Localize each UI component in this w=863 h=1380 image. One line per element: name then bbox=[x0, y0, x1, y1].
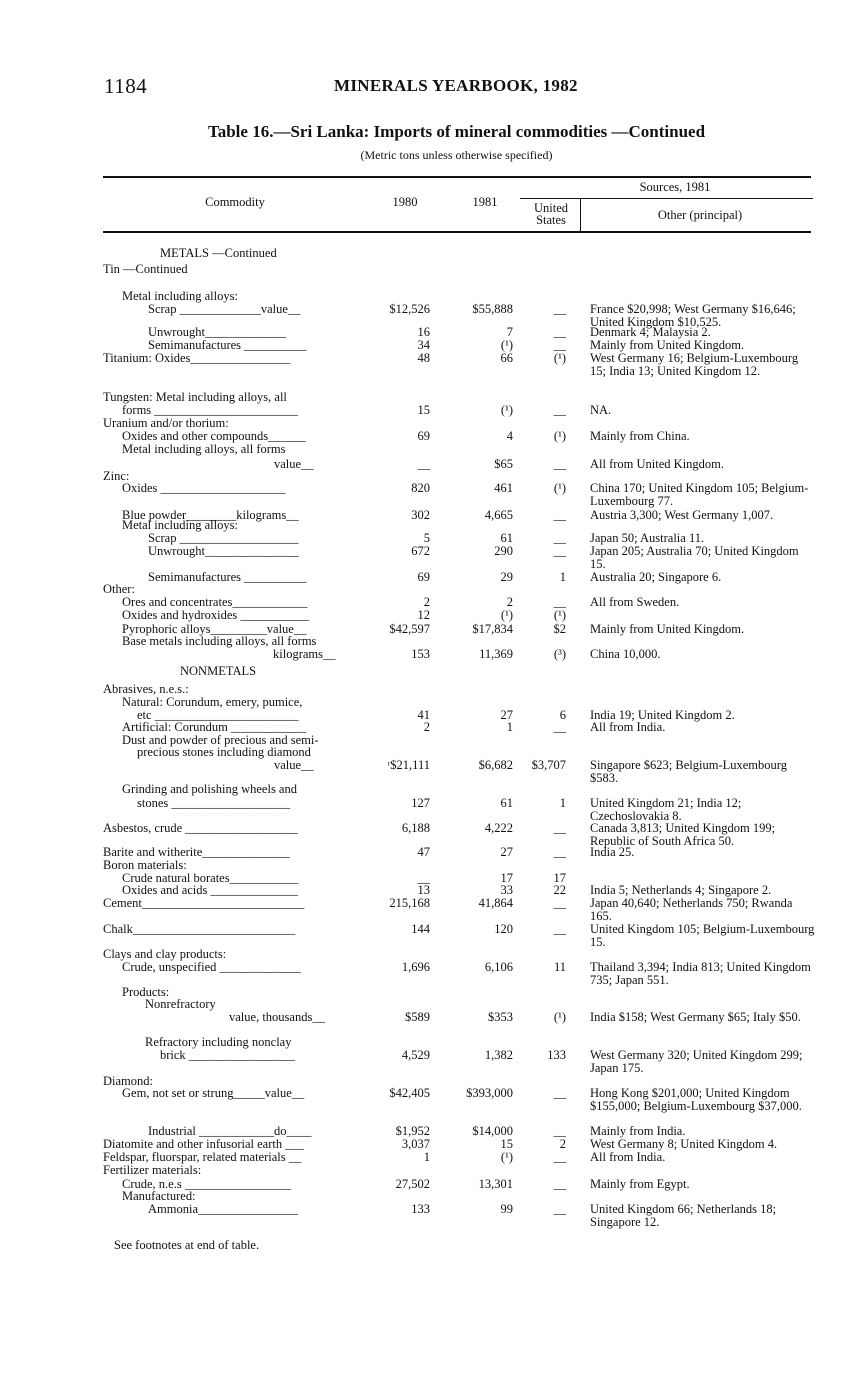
value-1981-cell: (¹) bbox=[500, 338, 513, 352]
united-states-cell: __ bbox=[553, 325, 566, 339]
other-sources-cell: West Germany 8; United Kingdom 4. bbox=[590, 1137, 778, 1151]
value-1981-cell: 61 bbox=[500, 531, 513, 545]
table-subtitle: (Metric tons unless otherwise specified) bbox=[360, 148, 553, 162]
commodity-cell: Tin —Continued bbox=[103, 262, 188, 276]
commodity-cell: value__ bbox=[274, 758, 314, 772]
commodity-cell: Blue powder________kilograms__ bbox=[122, 508, 299, 522]
value-1981-cell: 29 bbox=[500, 570, 513, 584]
other-sources-cell: Mainly from Egypt. bbox=[590, 1177, 690, 1191]
value-1980-cell: 41 bbox=[417, 708, 430, 722]
commodity-cell: Oxides and other compounds______ bbox=[122, 429, 306, 443]
united-states-cell: $2 bbox=[553, 622, 566, 636]
commodity-cell: Barite and witherite______________ bbox=[103, 845, 290, 859]
united-states-cell: 2 bbox=[559, 1137, 566, 1151]
value-1980-cell: __ bbox=[417, 871, 430, 885]
value-1980-cell: 15 bbox=[417, 403, 430, 417]
table-title: Table 16.—Sri Lanka: Imports of mineral commodities —Continued bbox=[207, 122, 706, 141]
other-sources-cell: Singapore $623; Belgium-Luxembourg $583. bbox=[590, 758, 787, 785]
other-sources-cell: Austria 3,300; West Germany 1,007. bbox=[590, 508, 774, 522]
value-1981-cell: 4,222 bbox=[484, 821, 513, 835]
commodity-cell: Industrial ____________do____ bbox=[148, 1124, 312, 1138]
commodity-cell: stones ___________________ bbox=[137, 796, 291, 810]
other-sources-cell: Mainly from United Kingdom. bbox=[590, 622, 745, 636]
table-row bbox=[0, 635, 863, 648]
value-1980-cell: 302 bbox=[411, 508, 430, 522]
value-1981-cell: 27 bbox=[500, 708, 513, 722]
commodity-cell: Semimanufactures __________ bbox=[148, 570, 307, 584]
united-states-cell: $3,707 bbox=[531, 758, 566, 772]
other-sources-cell: Mainly from India. bbox=[590, 1124, 686, 1138]
commodity-cell: Nonrefractory bbox=[145, 997, 216, 1011]
commodity-cell: Boron materials: bbox=[103, 858, 187, 872]
commodity-cell: Oxides and hydroxides ___________ bbox=[122, 608, 310, 622]
other-sources-cell: Denmark 4; Malaysia 2. bbox=[590, 325, 711, 339]
commodity-cell: Oxides and acids ______________ bbox=[122, 883, 299, 897]
commodity-cell: etc _______________________ bbox=[137, 708, 299, 722]
united-states-cell: __ bbox=[553, 1177, 566, 1191]
commodity-cell: Diamond: bbox=[103, 1074, 153, 1088]
other-sources-cell: United Kingdom 105; Belgium-Luxembourg 15. bbox=[590, 922, 815, 949]
value-1980-cell: 1 bbox=[423, 1150, 430, 1164]
value-1981-cell: (¹) bbox=[500, 608, 513, 622]
commodity-cell: Metal including alloys: bbox=[122, 289, 238, 303]
header-sources: Sources, 1981 bbox=[639, 180, 711, 194]
table-row bbox=[0, 351, 863, 378]
table-row bbox=[0, 821, 863, 848]
value-1981-cell: 4 bbox=[506, 429, 513, 443]
united-states-cell: 22 bbox=[553, 883, 566, 897]
commodity-cell: value, thousands__ bbox=[229, 1010, 325, 1024]
united-states-cell: __ bbox=[553, 720, 566, 734]
other-sources-cell: United Kingdom 66; Netherlands 18; Singapore 12. bbox=[590, 1202, 777, 1229]
commodity-cell: brick _________________ bbox=[160, 1048, 296, 1062]
table-row bbox=[0, 783, 863, 796]
table-row bbox=[0, 665, 863, 678]
value-1981-cell: 33 bbox=[500, 883, 513, 897]
other-sources-cell: India $158; West Germany $65; Italy $50. bbox=[590, 1010, 801, 1024]
other-sources-cell: Mainly from United Kingdom. bbox=[590, 338, 745, 352]
commodity-cell: Unwrought_____________ bbox=[148, 325, 287, 339]
commodity-cell: precious stones including diamond bbox=[137, 745, 311, 759]
commodity-cell: Crude natural borates___________ bbox=[122, 871, 299, 885]
table-row bbox=[0, 1086, 863, 1113]
header-other-principal: Other (principal) bbox=[657, 208, 743, 222]
value-1981-cell: $14,000 bbox=[472, 1124, 513, 1138]
commodity-cell: Feldspar, fluorspar, related materials __ bbox=[103, 1150, 302, 1164]
value-1981-cell: 13,301 bbox=[478, 1177, 513, 1191]
us-col-rule bbox=[580, 199, 581, 231]
value-1981-cell: 290 bbox=[494, 544, 513, 558]
value-1980-cell: 69 bbox=[417, 429, 430, 443]
other-sources-cell: France $20,998; West Germany $16,646; United Kingdom $10,525. bbox=[590, 302, 796, 329]
value-1980-cell: 5 bbox=[423, 531, 430, 545]
value-1981-cell: 4,665 bbox=[484, 508, 513, 522]
value-1980-cell: 4,529 bbox=[401, 1048, 430, 1062]
header-united-states: United States bbox=[533, 201, 569, 227]
value-1981-cell: $17,834 bbox=[472, 622, 513, 636]
other-sources-cell: Japan 40,640; Netherlands 750; Rwanda 165. bbox=[590, 896, 793, 923]
value-1981-cell: 17 bbox=[500, 871, 513, 885]
value-1981-cell: $6,682 bbox=[478, 758, 513, 772]
commodity-cell: value__ bbox=[274, 457, 314, 471]
value-1981-cell: 1,382 bbox=[484, 1048, 513, 1062]
value-1981-cell: 66 bbox=[500, 351, 513, 365]
value-1981-cell: 61 bbox=[500, 796, 513, 810]
other-sources-cell: All from United Kingdom. bbox=[590, 457, 725, 471]
other-sources-cell: West Germany 16; Belgium-Luxembourg 15; India 13; United Kingdom 12. bbox=[590, 351, 799, 378]
commodity-cell: Semimanufactures __________ bbox=[148, 338, 307, 352]
header-commodity: Commodity bbox=[205, 195, 265, 209]
value-1980-cell: 153 bbox=[411, 647, 430, 661]
united-states-cell: (¹) bbox=[553, 1010, 566, 1024]
united-states-cell: 1 bbox=[559, 796, 566, 810]
value-1980-cell: 672 bbox=[411, 544, 430, 558]
table-row bbox=[0, 519, 863, 532]
value-1980-cell: 215,168 bbox=[389, 896, 430, 910]
united-states-cell: 1 bbox=[559, 570, 566, 584]
value-1980-cell: 34 bbox=[417, 338, 430, 352]
other-sources-cell: All from India. bbox=[590, 1150, 666, 1164]
commodity-cell: Base metals including alloys, all forms bbox=[122, 634, 317, 648]
commodity-cell: forms _______________________ bbox=[122, 403, 299, 417]
united-states-cell: __ bbox=[553, 302, 566, 316]
value-1980-cell: 6,188 bbox=[401, 821, 430, 835]
table-row bbox=[0, 443, 863, 456]
table-row bbox=[0, 1202, 863, 1229]
commodity-cell: NONMETALS bbox=[180, 664, 257, 678]
commodity-cell: Other: bbox=[103, 582, 135, 596]
other-sources-cell: Thailand 3,394; India 813; United Kingdom 735; Japan 551. bbox=[590, 960, 811, 987]
table-row bbox=[0, 302, 863, 329]
value-1980-cell: 27,502 bbox=[395, 1177, 430, 1191]
value-1981-cell: 6,106 bbox=[484, 960, 513, 974]
united-states-cell: __ bbox=[553, 508, 566, 522]
united-states-cell: (¹) bbox=[553, 481, 566, 495]
top-rule bbox=[103, 176, 811, 178]
other-sources-cell: West Germany 320; United Kingdom 299; Japan 175. bbox=[590, 1048, 803, 1075]
value-1981-cell: 15 bbox=[500, 1137, 513, 1151]
value-1980-cell: 48 bbox=[417, 351, 430, 365]
header-1981: 1981 bbox=[472, 195, 498, 209]
commodity-cell: Metal including alloys, all forms bbox=[122, 442, 286, 456]
other-sources-cell: United Kingdom 21; India 12; Czechoslovakia 8. bbox=[590, 796, 742, 823]
value-1980-cell: $42,597 bbox=[389, 622, 430, 636]
united-states-cell: __ bbox=[553, 821, 566, 835]
commodity-cell: Gem, not set or strung_____value__ bbox=[122, 1086, 305, 1100]
united-states-cell: 17 bbox=[553, 871, 566, 885]
value-1981-cell: 41,864 bbox=[478, 896, 513, 910]
table-row bbox=[0, 481, 863, 508]
value-1981-cell: 99 bbox=[500, 1202, 513, 1216]
commodity-cell: Crude, n.e.s _________________ bbox=[122, 1177, 292, 1191]
united-states-cell: __ bbox=[553, 531, 566, 545]
united-states-cell: 11 bbox=[553, 960, 566, 974]
united-states-cell: __ bbox=[553, 1202, 566, 1216]
commodity-cell: Fertilizer materials: bbox=[103, 1163, 202, 1177]
commodity-cell: Titanium: Oxides________________ bbox=[103, 351, 291, 365]
table-row bbox=[0, 609, 863, 622]
table-row bbox=[0, 648, 863, 661]
table-row bbox=[0, 960, 863, 987]
commodity-cell: Scrap _____________value__ bbox=[148, 302, 301, 316]
value-1981-cell: 2 bbox=[506, 595, 513, 609]
other-sources-cell: Canada 3,813; United Kingdom 199; Republic of South Africa 50. bbox=[590, 821, 776, 848]
value-1981-cell: $393,000 bbox=[466, 1086, 513, 1100]
commodity-cell: Diatomite and other infusorial earth ___ bbox=[103, 1137, 304, 1151]
united-states-cell: __ bbox=[553, 896, 566, 910]
commodity-cell: Crude, unspecified _____________ bbox=[122, 960, 301, 974]
united-states-cell: __ bbox=[553, 922, 566, 936]
value-1980-cell: $12,526 bbox=[389, 302, 430, 316]
other-sources-cell: Australia 20; Singapore 6. bbox=[590, 570, 722, 584]
united-states-cell: (³) bbox=[553, 647, 566, 661]
united-states-cell: __ bbox=[553, 595, 566, 609]
value-1980-cell: 2 bbox=[423, 720, 430, 734]
united-states-cell: __ bbox=[553, 1124, 566, 1138]
value-1981-cell: $353 bbox=[488, 1010, 513, 1024]
value-1980-cell: 69 bbox=[417, 570, 430, 584]
other-sources-cell: China 170; United Kingdom 105; Belgium-Luxembourg 77. bbox=[590, 481, 809, 508]
value-1980-cell: ʳ$21,111 bbox=[387, 758, 430, 772]
united-states-cell: __ bbox=[553, 544, 566, 558]
value-1980-cell: 2 bbox=[423, 595, 430, 609]
value-1980-cell: $42,405 bbox=[389, 1086, 430, 1100]
commodity-cell: Oxides ____________________ bbox=[122, 481, 286, 495]
value-1980-cell: 133 bbox=[411, 1202, 430, 1216]
running-head: MINERALS YEARBOOK, 1982 bbox=[334, 76, 578, 95]
value-1981-cell: 7 bbox=[506, 325, 513, 339]
table-row bbox=[0, 922, 863, 949]
commodity-cell: kilograms__ bbox=[273, 647, 336, 661]
table-row bbox=[0, 1011, 863, 1024]
value-1980-cell: 1,696 bbox=[401, 960, 430, 974]
commodity-cell: Natural: Corundum, emery, pumice, bbox=[122, 695, 303, 709]
other-sources-cell: India 5; Netherlands 4; Singapore 2. bbox=[590, 883, 772, 897]
commodity-cell: Products: bbox=[122, 985, 170, 999]
table-row bbox=[0, 896, 863, 923]
commodity-cell: Ammonia________________ bbox=[148, 1202, 298, 1216]
commodity-cell: Pyrophoric alloys_________value__ bbox=[122, 622, 307, 636]
united-states-cell: 6 bbox=[559, 708, 566, 722]
value-1981-cell: 461 bbox=[494, 481, 513, 495]
commodity-cell: Clays and clay products: bbox=[103, 947, 227, 961]
other-sources-cell: China 10,000. bbox=[590, 647, 661, 661]
other-sources-cell: India 19; United Kingdom 2. bbox=[590, 708, 735, 722]
other-sources-cell: Japan 205; Australia 70; United Kingdom 15. bbox=[590, 544, 799, 571]
value-1980-cell: 12 bbox=[417, 608, 430, 622]
commodity-cell: Scrap ___________________ bbox=[148, 531, 299, 545]
united-states-cell: (¹) bbox=[553, 608, 566, 622]
value-1980-cell: 13 bbox=[417, 883, 430, 897]
commodity-cell: Dust and powder of precious and semi- bbox=[122, 733, 319, 747]
table-row bbox=[0, 544, 863, 571]
value-1980-cell: 16 bbox=[417, 325, 430, 339]
commodity-cell: Ores and concentrates____________ bbox=[122, 595, 308, 609]
value-1980-cell: __ bbox=[417, 457, 430, 471]
other-sources-cell: Mainly from China. bbox=[590, 429, 690, 443]
commodity-cell: Asbestos, crude __________________ bbox=[103, 821, 298, 835]
value-1981-cell: 11,369 bbox=[479, 647, 513, 661]
value-1981-cell: 120 bbox=[494, 922, 513, 936]
united-states-cell: (¹) bbox=[553, 351, 566, 365]
united-states-cell: __ bbox=[553, 845, 566, 859]
united-states-cell: (¹) bbox=[553, 429, 566, 443]
commodity-cell: Zinc: bbox=[103, 469, 130, 483]
value-1980-cell: 47 bbox=[417, 845, 430, 859]
united-states-cell: 133 bbox=[547, 1048, 566, 1062]
table-row bbox=[0, 758, 863, 785]
other-sources-cell: India 25. bbox=[590, 845, 635, 859]
commodity-cell: Metal including alloys: bbox=[122, 518, 238, 532]
other-sources-cell: Hong Kong $201,000; United Kingdom $155,000; Belgium-Luxembourg $37,000. bbox=[590, 1086, 802, 1113]
value-1980-cell: 127 bbox=[411, 796, 430, 810]
value-1980-cell: 820 bbox=[411, 481, 430, 495]
table-row bbox=[0, 1164, 863, 1177]
united-states-cell: __ bbox=[553, 338, 566, 352]
commodity-cell: Abrasives, n.e.s.: bbox=[103, 682, 189, 696]
other-sources-cell: All from Sweden. bbox=[590, 595, 680, 609]
united-states-cell: __ bbox=[553, 403, 566, 417]
value-1980-cell: $589 bbox=[405, 1010, 430, 1024]
commodity-cell: Uranium and/or thorium: bbox=[103, 416, 229, 430]
commodity-cell: Grinding and polishing wheels and bbox=[122, 782, 297, 796]
commodity-cell: Unwrought_______________ bbox=[148, 544, 299, 558]
commodity-cell: Manufactured: bbox=[122, 1189, 196, 1203]
sources-rule bbox=[520, 198, 813, 199]
table-row bbox=[0, 263, 863, 276]
table-row bbox=[0, 1048, 863, 1075]
footnote: See footnotes at end of table. bbox=[114, 1238, 260, 1252]
united-states-cell: __ bbox=[553, 457, 566, 471]
table-row bbox=[0, 796, 863, 823]
other-sources-cell: Japan 50; Australia 11. bbox=[590, 531, 705, 545]
commodity-cell: Refractory including nonclay bbox=[145, 1035, 292, 1049]
commodity-cell: Tungsten: Metal including alloys, all bbox=[103, 390, 287, 404]
value-1981-cell: 27 bbox=[500, 845, 513, 859]
table-row bbox=[0, 247, 863, 260]
value-1980-cell: $1,952 bbox=[395, 1124, 430, 1138]
united-states-cell: __ bbox=[553, 1086, 566, 1100]
commodity-cell: Cement__________________________ bbox=[103, 896, 305, 910]
commodity-cell: METALS —Continued bbox=[160, 246, 277, 260]
header-1980: 1980 bbox=[392, 195, 418, 209]
value-1981-cell: $55,888 bbox=[472, 302, 513, 316]
united-states-cell: __ bbox=[553, 1150, 566, 1164]
other-sources-cell: NA. bbox=[590, 403, 612, 417]
page-number: 1184 bbox=[104, 74, 148, 98]
value-1980-cell: 144 bbox=[411, 922, 430, 936]
value-1981-cell: $65 bbox=[494, 457, 513, 471]
commodity-cell: Chalk__________________________ bbox=[103, 922, 296, 936]
value-1981-cell: (¹) bbox=[500, 403, 513, 417]
value-1981-cell: 1 bbox=[506, 720, 513, 734]
other-sources-cell: All from India. bbox=[590, 720, 666, 734]
value-1980-cell: 3,037 bbox=[401, 1137, 430, 1151]
commodity-cell: Artificial: Corundum ____________ bbox=[122, 720, 307, 734]
value-1981-cell: (¹) bbox=[500, 1150, 513, 1164]
header-bottom-rule bbox=[103, 231, 811, 233]
